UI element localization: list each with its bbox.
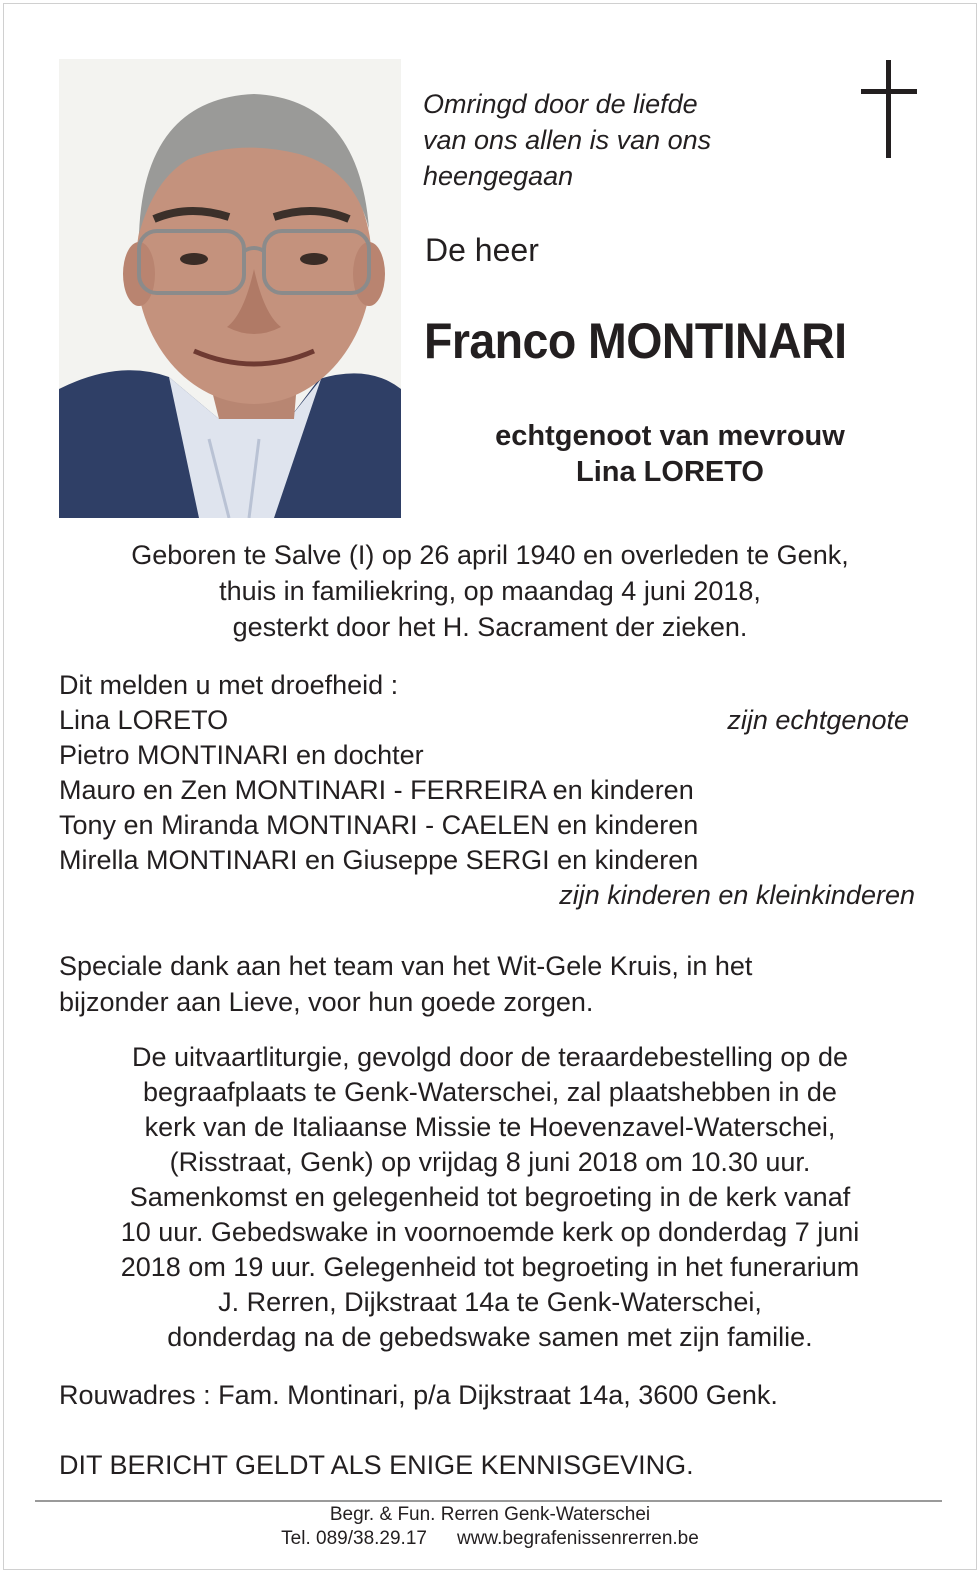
footer-website-link[interactable]: www.begrafenissenrerren.be	[456, 1528, 699, 1549]
funeral-details	[40, 1040, 940, 1355]
family-heading: Dit melden u met droefheid :	[59, 670, 399, 700]
family-child-row: Mirella MONTINARI en Giuseppe SERGI en kinderen	[59, 845, 699, 875]
latin-cross-icon	[858, 60, 920, 158]
family-child-row: Mauro en Zen MONTINARI - FERREIRA en kinderen	[59, 775, 694, 805]
birth-line: gesterkt door het H. Sacrament der zieken.	[232, 612, 748, 642]
family-child-row: Pietro MONTINARI en dochter	[59, 740, 424, 770]
family-list	[59, 668, 919, 913]
funeral-line: donderdag na de gebedswake samen met zijn familie.	[167, 1322, 813, 1352]
intro-text	[423, 86, 843, 194]
thanks-line: bijzonder aan Lieve, voor hun goede zorgen.	[59, 987, 594, 1017]
footer-phone: Tel. 089/38.29.17	[281, 1528, 427, 1549]
funeral-line: J. Rerren, Dijkstraat 14a te Genk-Waterschei,	[218, 1287, 762, 1317]
honorific: De heer	[425, 232, 539, 268]
official-notice: DIT BERICHT GELDT ALS ENIGE KENNISGEVING.	[59, 1450, 694, 1480]
family-spouse-name: Lina LORETO	[59, 705, 229, 735]
family-row-spouse	[59, 703, 919, 738]
funeral-line: De uitvaartliturgie, gevolgd door de teraardebestelling op de	[132, 1042, 848, 1072]
deceased-portrait	[59, 59, 401, 518]
funeral-line: begraafplaats te Genk-Waterschei, zal plaatshebben in de	[143, 1077, 837, 1107]
spouse-line: echtgenoot van mevrouw	[495, 420, 845, 452]
spouse-block	[410, 418, 930, 490]
footer-company: Begr. & Fun. Rerren Genk-Waterschei	[329, 1504, 651, 1525]
mourning-address: Rouwadres : Fam. Montinari, p/a Dijkstraat 14a, 3600 Genk.	[59, 1380, 778, 1410]
thanks-line: Speciale dank aan het team van het Wit-Gele Kruis, in het	[59, 951, 753, 981]
funeral-line: 10 uur. Gebedswake in voornoemde kerk op donderdag 7 juni	[120, 1217, 860, 1247]
funeral-line: 2018 om 19 uur. Gelegenheid tot begroeting in het funerarium	[120, 1252, 860, 1282]
birth-line: thuis in familiekring, op maandag 4 juni 2018,	[219, 576, 761, 606]
thanks-text	[59, 948, 919, 1020]
family-children-relation: zijn kinderen en kleinkinderen	[559, 880, 915, 910]
footer-contact	[0, 1527, 980, 1551]
intro-line: Omringd door de liefde	[423, 89, 698, 119]
funeral-line: (Risstraat, Genk) op vrijdag 8 juni 2018 om 10.30 uur.	[169, 1147, 811, 1177]
family-row-children-relation	[59, 878, 919, 913]
family-spouse-relation: zijn echtgenote	[727, 705, 909, 735]
intro-line: heengegaan	[423, 161, 574, 191]
family-child-row: Tony en Miranda MONTINARI - CAELEN en kinderen	[59, 810, 699, 840]
funeral-line: Samenkomst en gelegenheid tot begroeting in de kerk vanaf	[129, 1182, 851, 1212]
spouse-line: Lina LORETO	[576, 456, 764, 488]
intro-line: van ons allen is van ons	[423, 125, 712, 155]
deceased-name: Franco MONTINARI	[424, 313, 847, 369]
funeral-line: kerk van de Italiaanse Missie te Hoevenzavel-Waterschei,	[144, 1112, 836, 1142]
birth-line: Geboren te Salve (I) op 26 april 1940 en overleden te Genk,	[131, 540, 849, 570]
birth-death-details	[40, 537, 940, 645]
footer-divider	[35, 1500, 942, 1502]
